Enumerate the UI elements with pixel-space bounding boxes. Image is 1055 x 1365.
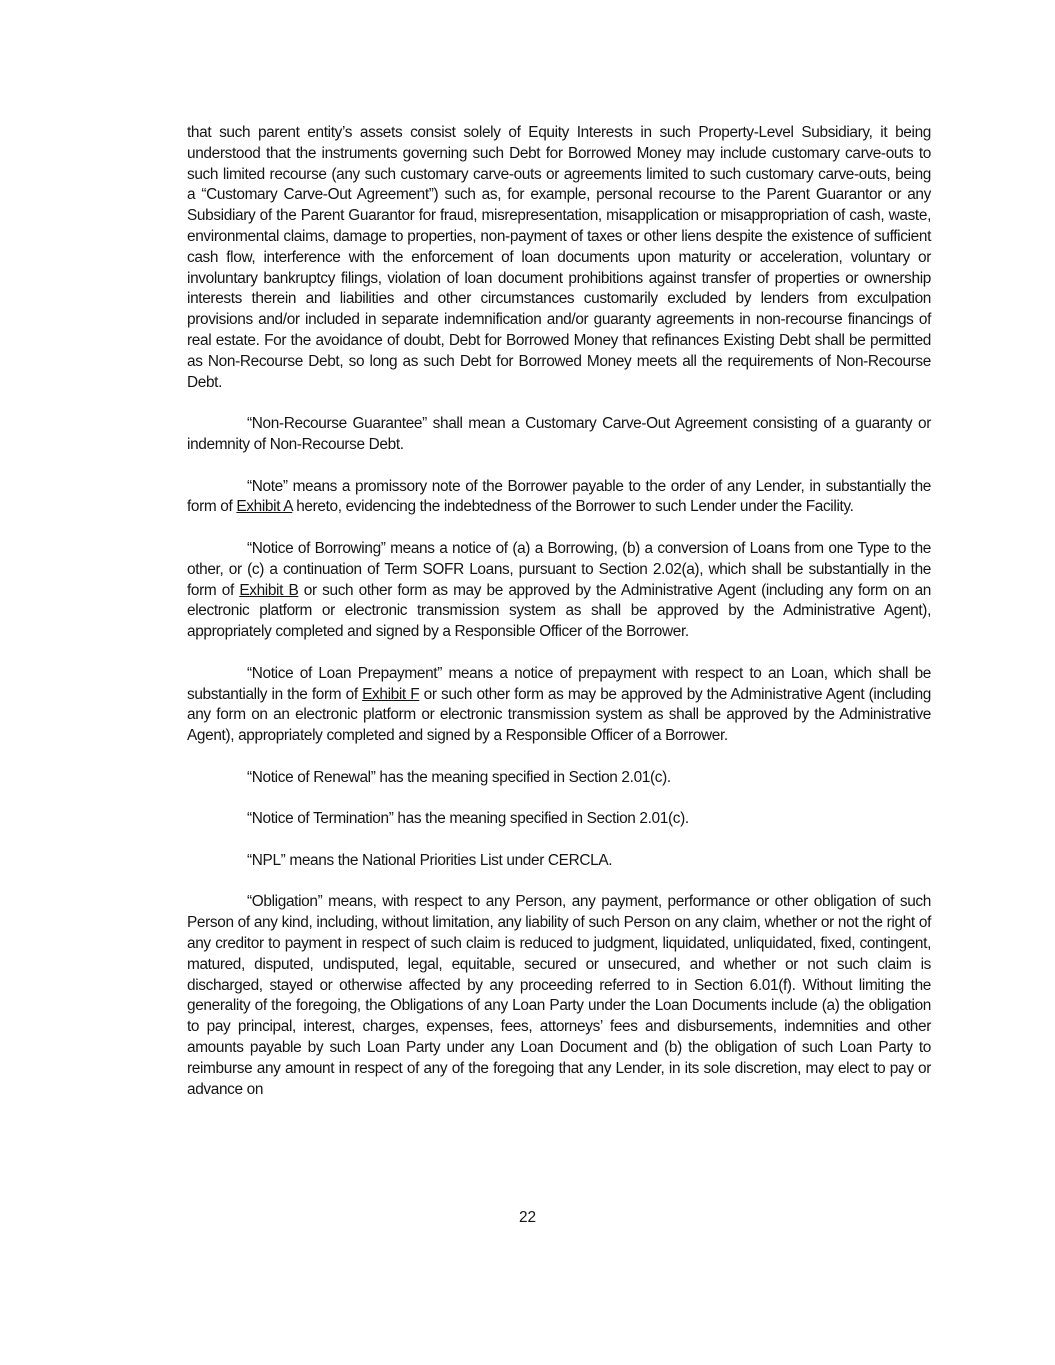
definition-obligation: “Obligation” means, with respect to any Person, any payment, performance or other obligation of such Person of any kind, including, without limitation, any liability of such Person on any claim, whether or not the right of any creditor to payment in respect of such claim is reduced to judgment, liquidated, unliquidated, fixed, contingent, matured, disputed, undisputed, legal, equitable, secured or unsecured, and whether or not such claim is discharged, stayed or otherwise affected by any proceeding referred to in Section 6.01(f). Without limiting the generality of the foregoing, the Obligations of any Loan Party under the Loan Documents include (a) the obligation to pay principal, interest, charges, expenses, fees, attorneys’ fees and disbursements, indemnities and other amounts payable by such Loan Party under any Loan Document and (b) the obligation of such Loan Party to reimburse any amount in respect of any of the foregoing that any Lender, in its sole discretion, may elect to pay or advance on — [187, 893, 931, 1098]
exhibit-b-reference: Exhibit B — [239, 581, 299, 599]
definition-notice-of-termination: “Notice of Termination” has the meaning specified in Section 2.01(c). — [247, 810, 689, 828]
definition-notice-of-borrowing-text-after: or such other form as may be approved by the Administrative Agent (including any form on an electronic platform or electronic transmission system as shall be approved by the Administrative Agent), appropriately completed and signed by a Responsible Officer of the Borrower. — [187, 581, 931, 641]
definition-notice-of-loan-prepayment-text-after: or such other form as may be approved by the Administrative Agent (including any form on an electronic platform or electronic transmission system as shall be approved by the Administrative Agent), appropriately completed and signed by a Responsible Officer of a Borrower. — [187, 685, 931, 745]
document-body — [187, 123, 931, 1100]
definition-npl: “NPL” means the National Priorities List under CERCLA. — [247, 851, 613, 869]
page-number: 22 — [518, 1209, 537, 1226]
definition-notice-of-loan-prepayment-text-before: “Notice of Loan Prepayment” means a notice of prepayment with respect to an Loan, which shall be substantially in the form of — [187, 664, 931, 703]
definition-non-recourse-guarantee: “Non-Recourse Guarantee” shall mean a Customary Carve-Out Agreement consisting of a guaranty or indemnity of Non-Recourse Debt. — [187, 415, 931, 453]
definition-notice-of-borrowing — [187, 539, 931, 643]
definition-note — [187, 477, 931, 519]
definition-notice-of-loan-prepayment — [187, 664, 931, 747]
definition-notice-of-renewal: “Notice of Renewal” has the meaning specified in Section 2.01(c). — [247, 768, 671, 786]
exhibit-f-reference: Exhibit F — [362, 685, 420, 703]
exhibit-a-reference: Exhibit A — [236, 498, 293, 516]
definition-notice-of-borrowing-text-before: “Notice of Borrowing” means a notice of (a) a Borrowing, (b) a conversion of Loans from one Type to the other, or (c) a continuation of Term SOFR Loans, pursuant to Section 2.02(a), which shall be substantially in the form of — [187, 539, 931, 599]
paragraph-continuation: that such parent entity’s assets consist solely of Equity Interests in such Property-Level Subsidiary, it being understood that the instruments governing such Debt for Borrowed Money may include customary carve-outs to such limited recourse (any such customary carve-outs or agreements limited to such customary carve-outs, being a “Customary Carve-Out Agreement”) such as, for example, personal recourse to the Parent Guarantor or any Subsidiary of the Parent Guarantor for fraud, misrepresentation, misapplication or misappropriation of cash, waste, environmental claims, damage to properties, non-payment of taxes or other liens despite the existence of sufficient cash flow, interference with the enforcement of loan documents upon maturity or acceleration, voluntary or involuntary bankruptcy filings, violation of loan document prohibitions against transfer of properties or ownership interests therein and liabilities and other circumstances customarily excluded by lenders from exculpation provisions and/or included in separate indemnification and/or guaranty agreements in non-recourse financings of real estate. For the avoidance of doubt, Debt for Borrowed Money that refinances Existing Debt shall be permitted as Non-Recourse Debt, so long as such Debt for Borrowed Money meets all the requirements of Non-Recourse Debt. — [187, 124, 931, 391]
definition-note-text-after: hereto, evidencing the indebtedness of the Borrower to such Lender under the Facility. — [292, 498, 854, 516]
definition-note-text-before: “Note” means a promissory note of the Borrower payable to the order of any Lender, in substantially the form of — [187, 477, 931, 516]
